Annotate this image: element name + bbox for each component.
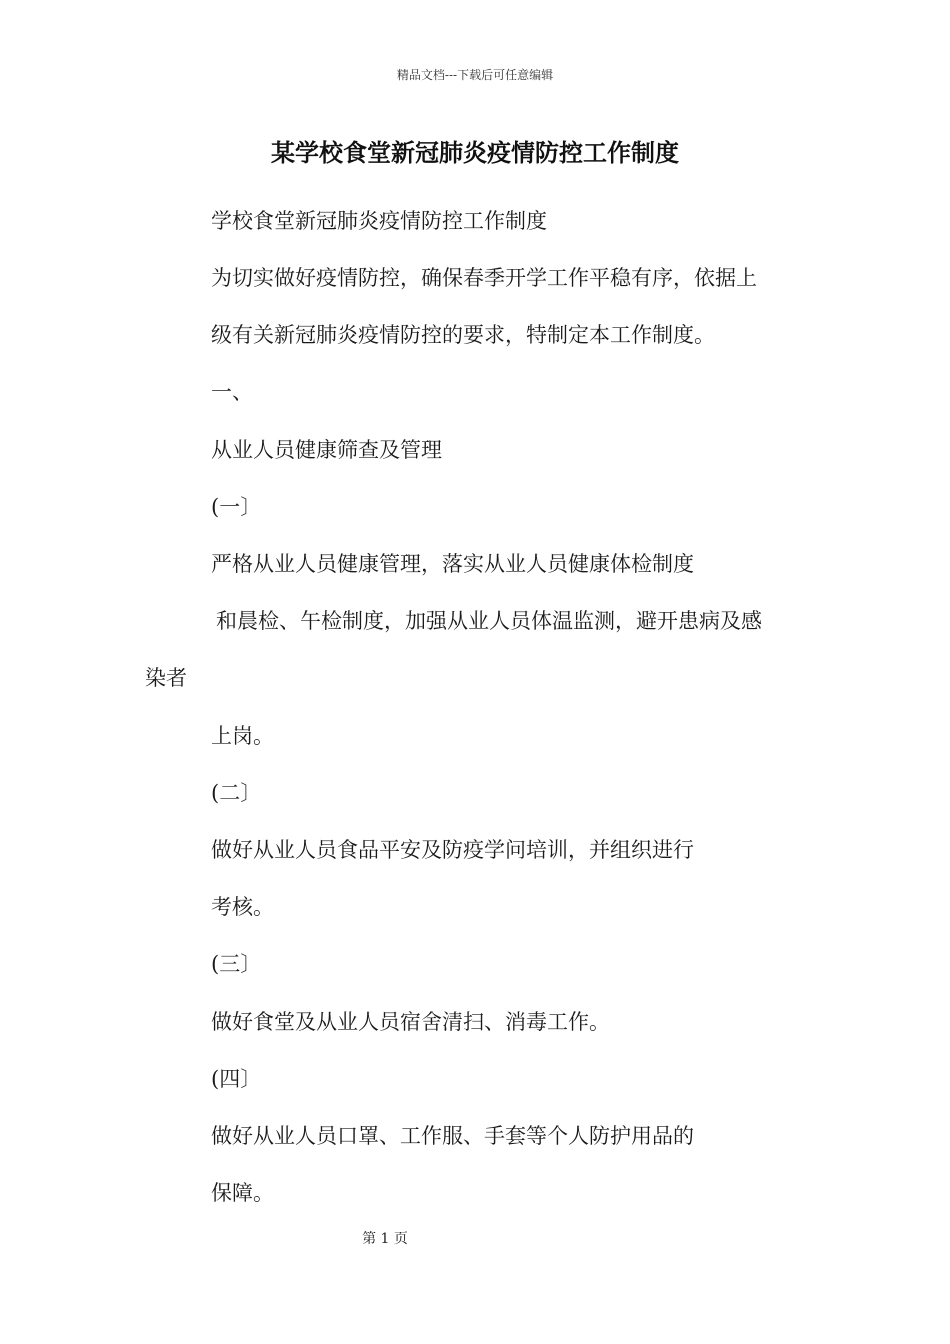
page-number: 第 1 页 [362,1231,408,1247]
item-number: (二〕 [211,781,262,805]
body-line: 严格从业人员健康管理，落实从业人员健康体检制度 [211,552,694,576]
body-line: 做好食堂及从业人员宿舍清扫、消毒工作。 [211,1010,610,1034]
section-heading: 从业人员健康筛查及管理 [211,438,442,462]
document-title: 某学校食堂新冠肺炎疫情防控工作制度 [271,138,679,167]
body-line: 学校食堂新冠肺炎疫情防控工作制度 [211,209,547,233]
body-line: 保障。 [211,1181,274,1205]
item-number: (四〕 [211,1067,262,1091]
body-line: 为切实做好疫情防控，确保春季开学工作平稳有序，依据上 [211,266,757,290]
body-line: 上岗。 [211,724,274,748]
header-note: 精品文档---下载后可任意编辑 [396,68,554,82]
body-line: 染者 [145,666,187,690]
body-line: 和晨检、午检制度，加强从业人员体温监测，避开患病及感 [216,609,762,633]
body-line: 做好从业人员食品平安及防疫学问培训，并组织进行 [211,838,694,862]
body-line: 做好从业人员口罩、工作服、手套等个人防护用品的 [211,1124,694,1148]
item-number: (三〕 [211,952,262,976]
item-number: (一〕 [211,495,262,519]
body-line: 考核。 [211,895,274,919]
section-number: 一、 [211,380,253,404]
body-line: 级有关新冠肺炎疫情防控的要求，特制定本工作制度。 [211,323,715,347]
